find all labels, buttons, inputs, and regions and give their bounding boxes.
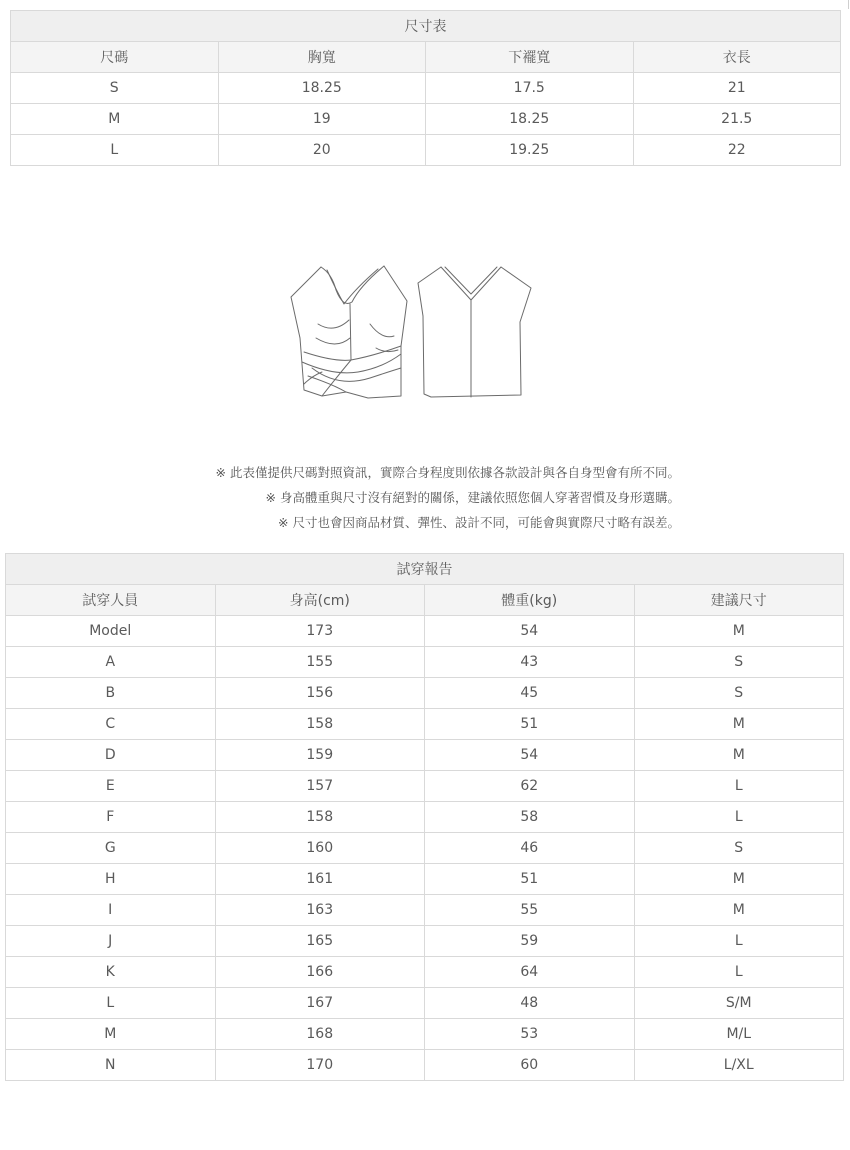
- table-cell: M: [11, 104, 219, 135]
- table-cell: A: [6, 647, 216, 678]
- table-cell: 18.25: [426, 104, 634, 135]
- table-cell: J: [6, 926, 216, 957]
- table-cell: L: [634, 802, 844, 833]
- table-cell: 173: [215, 616, 425, 647]
- table-cell: 19: [218, 104, 426, 135]
- size-chart-title: 尺寸表: [11, 11, 841, 42]
- table-cell: M: [634, 709, 844, 740]
- size-chart-title-row: [11, 11, 841, 42]
- garment-illustration: [288, 264, 538, 404]
- table-cell: 163: [215, 895, 425, 926]
- note-line-3: ※ 尺寸也會因商品材質、彈性、設計不同，可能會與實際尺寸略有誤差。: [278, 515, 680, 530]
- header-size: 尺碼: [11, 42, 219, 73]
- table-row: [11, 73, 841, 104]
- table-cell: I: [6, 895, 216, 926]
- table-cell: L: [634, 771, 844, 802]
- table-row: [6, 988, 844, 1019]
- table-cell: L/XL: [634, 1050, 844, 1081]
- table-row: [6, 895, 844, 926]
- table-cell: 159: [215, 740, 425, 771]
- table-cell: 170: [215, 1050, 425, 1081]
- table-cell: 18.25: [218, 73, 426, 104]
- table-cell: 43: [425, 647, 635, 678]
- table-cell: M: [634, 740, 844, 771]
- table-cell: 165: [215, 926, 425, 957]
- table-cell: E: [6, 771, 216, 802]
- table-cell: 167: [215, 988, 425, 1019]
- table-cell: D: [6, 740, 216, 771]
- table-cell: 51: [425, 864, 635, 895]
- table-cell: M: [634, 864, 844, 895]
- table-cell: 59: [425, 926, 635, 957]
- table-row: [6, 1050, 844, 1081]
- trial-report-title-row: [6, 554, 844, 585]
- header-weight: 體重(kg): [425, 585, 635, 616]
- table-cell: L: [634, 926, 844, 957]
- table-cell: 155: [215, 647, 425, 678]
- table-row: [6, 678, 844, 709]
- table-cell: L: [634, 957, 844, 988]
- table-row: [11, 104, 841, 135]
- table-cell: 157: [215, 771, 425, 802]
- table-cell: C: [6, 709, 216, 740]
- header-chest-width: 胸寬: [218, 42, 426, 73]
- table-cell: 17.5: [426, 73, 634, 104]
- trial-report-header-row: [6, 585, 844, 616]
- table-cell: 58: [425, 802, 635, 833]
- note-line-2: ※ 身高體重與尺寸沒有絕對的關係，建議依照您個人穿著習慣及身形選購。: [265, 490, 680, 505]
- header-length: 衣長: [633, 42, 841, 73]
- header-hem-width: 下襬寬: [426, 42, 634, 73]
- table-cell: 48: [425, 988, 635, 1019]
- table-cell: 22: [633, 135, 841, 166]
- table-cell: N: [6, 1050, 216, 1081]
- table-cell: 21: [633, 73, 841, 104]
- table-cell: L: [11, 135, 219, 166]
- note-line-1: ※ 此表僅提供尺碼對照資訊，實際合身程度則依據各款設計與各自身型會有所不同。: [215, 465, 680, 480]
- table-cell: 64: [425, 957, 635, 988]
- trial-report-table: [5, 553, 844, 1081]
- table-row: [6, 957, 844, 988]
- table-cell: 158: [215, 802, 425, 833]
- table-cell: 53: [425, 1019, 635, 1050]
- table-cell: 60: [425, 1050, 635, 1081]
- table-row: [6, 771, 844, 802]
- garment-back-drawing: [418, 267, 531, 397]
- table-cell: S: [11, 73, 219, 104]
- table-cell: F: [6, 802, 216, 833]
- table-cell: S: [634, 678, 844, 709]
- table-cell: 166: [215, 957, 425, 988]
- table-cell: 51: [425, 709, 635, 740]
- table-cell: 54: [425, 616, 635, 647]
- trial-report-title: 試穿報告: [6, 554, 844, 585]
- table-row: [6, 616, 844, 647]
- table-row: [6, 926, 844, 957]
- size-chart-header-row: [11, 42, 841, 73]
- table-cell: 54: [425, 740, 635, 771]
- table-cell: M: [6, 1019, 216, 1050]
- header-tester: 試穿人員: [6, 585, 216, 616]
- table-row: [11, 135, 841, 166]
- size-notes: [0, 463, 850, 538]
- table-cell: 160: [215, 833, 425, 864]
- table-cell: B: [6, 678, 216, 709]
- table-row: [6, 647, 844, 678]
- table-cell: S: [634, 833, 844, 864]
- table-cell: G: [6, 833, 216, 864]
- table-cell: S: [634, 647, 844, 678]
- table-cell: 158: [215, 709, 425, 740]
- table-row: [6, 1019, 844, 1050]
- table-cell: M/L: [634, 1019, 844, 1050]
- table-cell: S/M: [634, 988, 844, 1019]
- table-cell: 55: [425, 895, 635, 926]
- table-cell: 161: [215, 864, 425, 895]
- table-cell: H: [6, 864, 216, 895]
- table-cell: 21.5: [633, 104, 841, 135]
- table-cell: M: [634, 895, 844, 926]
- header-recommended-size: 建議尺寸: [634, 585, 844, 616]
- garment-front-drawing: [291, 266, 407, 398]
- table-row: [6, 709, 844, 740]
- table-cell: 46: [425, 833, 635, 864]
- table-cell: K: [6, 957, 216, 988]
- table-row: [6, 740, 844, 771]
- table-cell: Model: [6, 616, 216, 647]
- table-cell: 20: [218, 135, 426, 166]
- table-cell: 19.25: [426, 135, 634, 166]
- table-cell: 156: [215, 678, 425, 709]
- table-row: [6, 864, 844, 895]
- table-cell: 62: [425, 771, 635, 802]
- table-cell: 168: [215, 1019, 425, 1050]
- table-cell: L: [6, 988, 216, 1019]
- size-chart-table: [10, 10, 841, 166]
- header-height: 身高(cm): [215, 585, 425, 616]
- corner-mark: [844, 0, 849, 9]
- table-row: [6, 802, 844, 833]
- table-row: [6, 833, 844, 864]
- table-cell: 45: [425, 678, 635, 709]
- table-cell: M: [634, 616, 844, 647]
